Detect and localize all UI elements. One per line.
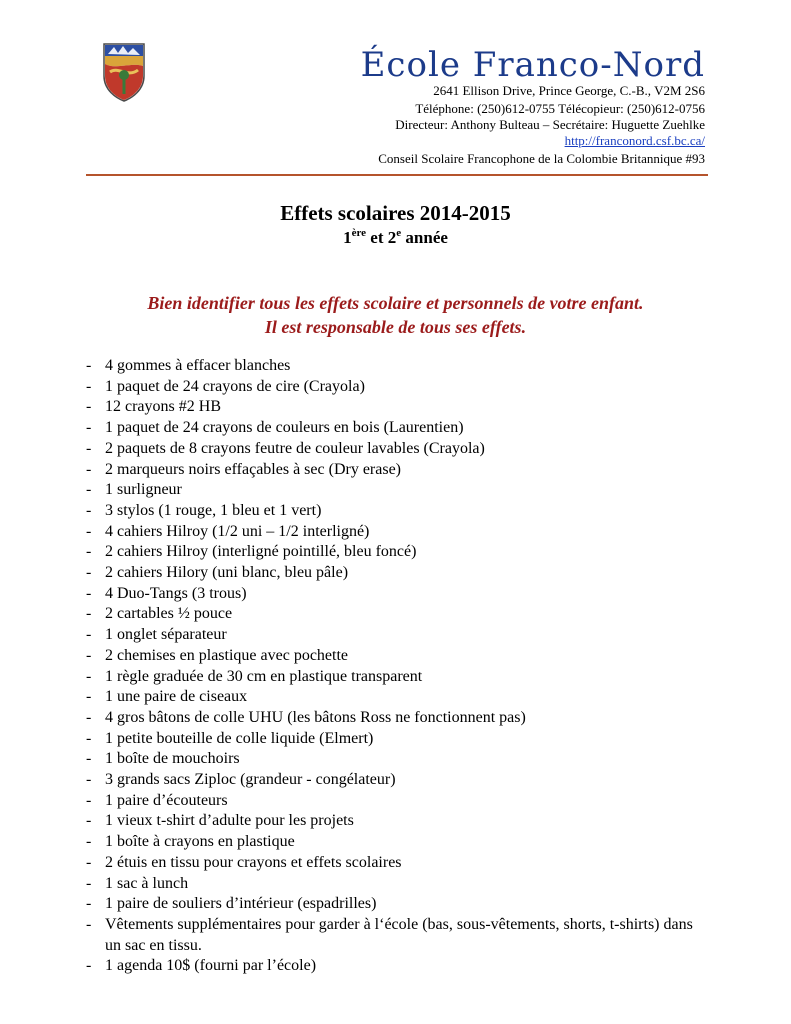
list-dash: - [86,853,92,871]
list-item [86,356,706,377]
grade-2-superscript: e [396,227,402,239]
list-dash: - [86,626,92,644]
list-item [86,460,706,481]
list-item [86,667,706,688]
grade-subtitle [0,227,791,249]
list-item [86,397,706,418]
list-dash: - [86,833,92,851]
list-item-text: 1 paquet de 24 crayons de couleurs en bois (Laurentien) [105,419,464,437]
list-dash: - [86,812,92,830]
list-dash: - [86,605,92,623]
list-dash: - [86,750,92,768]
list-dash: - [86,874,92,892]
list-item-text: 2 cahiers Hilroy (interligné pointillé, bleu foncé) [105,543,417,561]
phone-fax-line: Téléphone: (250)612-0755 Télécopieur: (250)612-0756 [415,101,705,116]
list-item-text: 1 règle graduée de 30 cm en plastique transparent [105,667,423,685]
list-item [86,522,706,543]
list-item-text: 2 cartables ½ pouce [105,605,233,623]
list-item-text: 1 paquet de 24 crayons de cire (Crayola) [105,377,365,395]
list-item-text: 12 crayons #2 HB [105,398,221,416]
list-item-text: 1 paire de souliers d’intérieur (espadrilles) [105,895,377,913]
school-board: Conseil Scolaire Francophone de la Colombie Britannique #93 [378,151,705,166]
header-divider [86,174,708,176]
document-title: Effets scolaires 2014-2015 [280,201,511,225]
list-item-text: 1 boîte de mouchoirs [105,750,240,768]
list-item-text: 4 gommes à effacer blanches [105,357,291,374]
list-item [86,439,706,460]
list-item [86,729,706,750]
school-address: 2641 Ellison Drive, Prince George, C.-B., V2M 2S6 [433,83,705,98]
list-dash: - [86,688,92,706]
school-crest-logo [102,42,146,102]
list-item [86,604,706,625]
list-item [86,625,706,646]
list-item [86,894,706,915]
list-dash: - [86,646,92,664]
list-item-text: 4 cahiers Hilroy (1/2 uni – 1/2 interligné) [105,522,370,540]
list-item-text: 1 une paire de ciseaux [105,688,248,706]
list-dash: - [86,915,92,933]
list-item-text: 3 grands sacs Ziploc (grandeur - congélateur) [105,771,396,789]
list-dash: - [86,584,92,602]
list-item-text: 4 Duo-Tangs (3 trous) [105,584,247,602]
list-dash: - [86,439,92,457]
list-item-text: 1 surligneur [105,481,182,499]
list-item [86,418,706,439]
list-item [86,377,706,398]
list-item [86,832,706,853]
list-item [86,646,706,667]
list-dash: - [86,791,92,809]
list-dash: - [86,708,92,726]
list-item-text: 1 petite bouteille de colle liquide (Elmert) [105,729,374,747]
list-dash: - [86,895,92,913]
list-dash: - [86,957,92,975]
list-dash: - [86,419,92,437]
list-item [86,708,706,729]
list-dash: - [86,771,92,789]
list-item-text: 1 onglet séparateur [105,626,227,644]
list-item [86,480,706,501]
list-item [86,749,706,770]
list-item [86,915,706,956]
grade-word: année [401,228,448,247]
list-item-text: 2 chemises en plastique avec pochette [105,646,349,664]
list-dash: - [86,543,92,561]
list-item-text: 3 stylos (1 rouge, 1 bleu et 1 vert) [105,501,322,519]
list-item [86,542,706,563]
notice-line-1: Bien identifier tous les effets scolaire et personnels de votre enfant. [147,293,644,313]
list-item-text: 4 gros bâtons de colle UHU (les bâtons Ross ne fonctionnent pas) [105,708,526,726]
list-item-text: 1 agenda 10$ (fourni par l’école) [105,957,317,975]
staff-line: Directeur: Anthony Bulteau – Secrétaire: Huguette Zuehlke [395,117,705,132]
list-item [86,791,706,812]
school-name: École Franco-Nord [360,45,705,85]
grade-1-number: 1 [343,228,352,247]
list-item [86,956,706,977]
notice-line-2: Il est responsable de tous ses effets. [264,317,527,337]
list-item-text: 2 paquets de 8 crayons feutre de couleur lavables (Crayola) [105,439,485,457]
list-dash: - [86,729,92,747]
list-item [86,874,706,895]
list-item [86,563,706,584]
list-dash: - [86,522,92,540]
list-item-text: 1 sac à lunch [105,874,189,892]
list-item [86,687,706,708]
grade-1-superscript: ère [351,227,367,239]
list-dash: - [86,377,92,395]
list-item [86,853,706,874]
supply-list [86,356,706,977]
list-item-text: 2 étuis en tissu pour crayons et effets scolaires [105,853,402,871]
list-item [86,501,706,522]
website-link[interactable]: http://franconord.csf.bc.ca/ [564,133,705,148]
list-item-text: 1 vieux t-shirt d’adulte pour les projets [105,812,354,830]
list-dash: - [86,460,92,478]
list-item [86,811,706,832]
list-item [86,770,706,791]
list-item [86,584,706,605]
list-item-text: 2 cahiers Hilory (uni blanc, bleu pâle) [105,564,349,582]
list-item-text: 2 marqueurs noirs effaçables à sec (Dry erase) [105,460,402,478]
grade-conjunction: et 2 [366,228,397,247]
list-dash: - [86,481,92,499]
list-dash: - [86,501,92,519]
list-dash: - [86,357,92,374]
list-item-text: 1 boîte à crayons en plastique [105,833,295,851]
list-dash: - [86,398,92,416]
list-dash: - [86,564,92,582]
list-item-text: Vêtements supplémentaires pour garder à l‘école (bas, sous-vêtements, shorts, t-shirts) dans un sac en tissu. [105,915,693,954]
list-dash: - [86,667,92,685]
list-item-text: 1 paire d’écouteurs [105,791,228,809]
